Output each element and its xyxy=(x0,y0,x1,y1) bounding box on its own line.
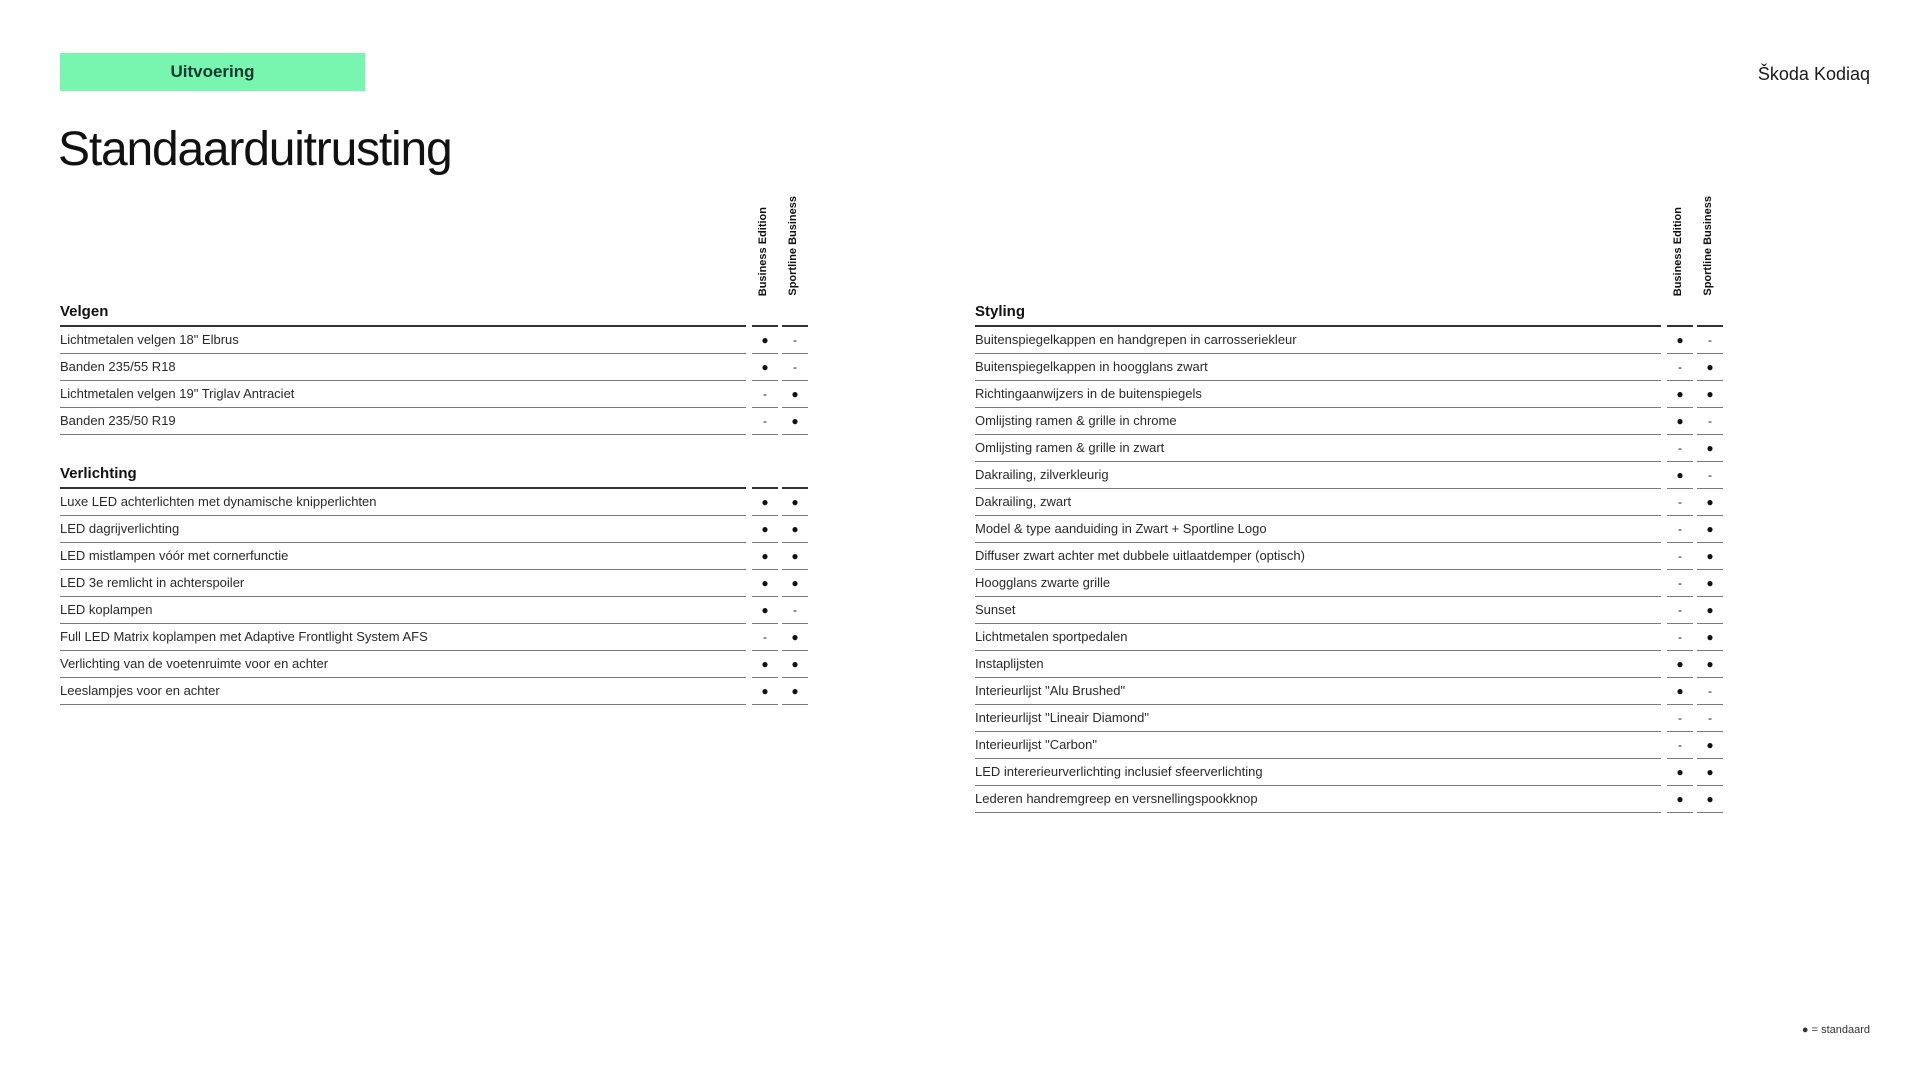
table-section xyxy=(60,300,812,435)
sportline-business-value: - xyxy=(782,354,808,381)
section-title: Verlichting xyxy=(60,461,746,489)
table-row xyxy=(975,408,1727,435)
section-column-rule xyxy=(1697,299,1723,327)
table-row xyxy=(975,327,1727,354)
sportline-business-value: ● xyxy=(1697,597,1723,624)
business-edition-value: ● xyxy=(752,327,778,354)
row-label: Omlijsting ramen & grille in chrome xyxy=(975,408,1661,435)
sportline-business-value: ● xyxy=(782,651,808,678)
business-edition-value: ● xyxy=(1667,651,1693,678)
business-edition-value: ● xyxy=(1667,786,1693,813)
business-edition-value: ● xyxy=(752,651,778,678)
row-label: Interieurlijst "Alu Brushed" xyxy=(975,678,1661,705)
table-row xyxy=(975,705,1727,732)
row-label: LED koplampen xyxy=(60,597,746,624)
column-header-sportline-business: Sportline Business xyxy=(1702,196,1714,296)
sportline-business-value: ● xyxy=(782,678,808,705)
row-label: Dakrailing, zilverkleurig xyxy=(975,462,1661,489)
row-label: Leeslampjes voor en achter xyxy=(60,678,746,705)
section-header xyxy=(975,300,1727,327)
table-section xyxy=(975,300,1727,813)
section-title: Styling xyxy=(975,299,1661,327)
row-label: Instaplijsten xyxy=(975,651,1661,678)
table-row xyxy=(60,624,812,651)
table-row xyxy=(975,489,1727,516)
sportline-business-value: - xyxy=(1697,408,1723,435)
table-row xyxy=(975,435,1727,462)
sportline-business-value: ● xyxy=(782,408,808,435)
table-row xyxy=(975,786,1727,813)
sportline-business-value: ● xyxy=(1697,786,1723,813)
business-edition-value: - xyxy=(1667,624,1693,651)
table-row xyxy=(975,354,1727,381)
table-row xyxy=(60,570,812,597)
sportline-business-value: - xyxy=(1697,705,1723,732)
section-title: Velgen xyxy=(60,299,746,327)
table-row xyxy=(60,354,812,381)
table-row xyxy=(60,651,812,678)
table-row xyxy=(60,381,812,408)
business-edition-value: ● xyxy=(752,543,778,570)
business-edition-value: - xyxy=(1667,516,1693,543)
table-row xyxy=(60,597,812,624)
sportline-business-value: ● xyxy=(782,570,808,597)
row-label: Lichtmetalen velgen 19" Triglav Antraciet xyxy=(60,381,746,408)
business-edition-value: - xyxy=(1667,489,1693,516)
row-label: Banden 235/50 R19 xyxy=(60,408,746,435)
sportline-business-value: ● xyxy=(1697,354,1723,381)
business-edition-value: - xyxy=(1667,705,1693,732)
section-column-rule xyxy=(752,299,778,327)
table-section xyxy=(60,462,812,705)
row-label: Verlichting van de voetenruimte voor en achter xyxy=(60,651,746,678)
table-row xyxy=(975,759,1727,786)
row-label: Omlijsting ramen & grille in zwart xyxy=(975,435,1661,462)
business-edition-value: ● xyxy=(1667,462,1693,489)
business-edition-value: ● xyxy=(752,678,778,705)
sportline-business-value: ● xyxy=(1697,435,1723,462)
sportline-business-value: - xyxy=(1697,678,1723,705)
table-row xyxy=(975,462,1727,489)
business-edition-value: ● xyxy=(1667,381,1693,408)
table-row xyxy=(60,543,812,570)
table-row xyxy=(975,624,1727,651)
business-edition-value: - xyxy=(1667,597,1693,624)
business-edition-value: - xyxy=(1667,354,1693,381)
legend: ● = standaard xyxy=(1801,1024,1870,1036)
table-row xyxy=(975,570,1727,597)
sportline-business-value: - xyxy=(1697,327,1723,354)
business-edition-value: ● xyxy=(1667,759,1693,786)
equipment-table-left xyxy=(60,190,812,732)
row-label: LED mistlampen vóór met cornerfunctie xyxy=(60,543,746,570)
row-label: Sunset xyxy=(975,597,1661,624)
sportline-business-value: ● xyxy=(1697,489,1723,516)
page-title: Standaarduitrusting xyxy=(58,123,452,176)
row-label: LED 3e remlicht in achterspoiler xyxy=(60,570,746,597)
sportline-business-value: ● xyxy=(1697,570,1723,597)
row-label: Luxe LED achterlichten met dynamische knipperlichten xyxy=(60,489,746,516)
sportline-business-value: ● xyxy=(782,381,808,408)
row-label: Dakrailing, zwart xyxy=(975,489,1661,516)
sportline-business-value: ● xyxy=(1697,543,1723,570)
business-edition-value: ● xyxy=(752,354,778,381)
sportline-business-value: ● xyxy=(1697,381,1723,408)
row-label: Buitenspiegelkappen in hoogglans zwart xyxy=(975,354,1661,381)
business-edition-value: - xyxy=(752,381,778,408)
table-row xyxy=(60,678,812,705)
table-row xyxy=(60,516,812,543)
business-edition-value: ● xyxy=(752,516,778,543)
sportline-business-value: ● xyxy=(1697,759,1723,786)
column-header-business-edition: Business Edition xyxy=(757,206,769,296)
section-header xyxy=(60,300,812,327)
section-column-rule xyxy=(752,461,778,489)
table-row xyxy=(60,489,812,516)
business-edition-value: ● xyxy=(752,489,778,516)
sportline-business-value: ● xyxy=(1697,651,1723,678)
business-edition-value: - xyxy=(1667,570,1693,597)
section-tag: Uitvoering xyxy=(60,53,365,91)
column-headers xyxy=(975,190,1727,300)
sportline-business-value: - xyxy=(782,597,808,624)
row-label: Lederen handremgreep en versnellingspookknop xyxy=(975,786,1661,813)
row-label: Full LED Matrix koplampen met Adaptive Frontlight System AFS xyxy=(60,624,746,651)
table-row xyxy=(60,327,812,354)
sportline-business-value: ● xyxy=(1697,732,1723,759)
column-header-business-edition: Business Edition xyxy=(1672,206,1684,296)
business-edition-value: - xyxy=(752,624,778,651)
section-column-rule xyxy=(782,299,808,327)
sportline-business-value: ● xyxy=(782,489,808,516)
business-edition-value: ● xyxy=(1667,408,1693,435)
row-label: Model & type aanduiding in Zwart + Sportline Logo xyxy=(975,516,1661,543)
business-edition-value: ● xyxy=(1667,678,1693,705)
table-row xyxy=(975,543,1727,570)
row-label: Interieurlijst "Lineair Diamond" xyxy=(975,705,1661,732)
sportline-business-value: - xyxy=(782,327,808,354)
table-row xyxy=(975,651,1727,678)
table-row xyxy=(975,732,1727,759)
row-label: Hoogglans zwarte grille xyxy=(975,570,1661,597)
row-label: Buitenspiegelkappen en handgrepen in carrosseriekleur xyxy=(975,327,1661,354)
business-edition-value: ● xyxy=(752,570,778,597)
row-label: Interieurlijst "Carbon" xyxy=(975,732,1661,759)
equipment-table-right xyxy=(975,190,1727,840)
business-edition-value: ● xyxy=(1667,327,1693,354)
section-column-rule xyxy=(1667,299,1693,327)
sportline-business-value: ● xyxy=(782,516,808,543)
column-headers xyxy=(60,190,812,300)
brand-name: Škoda Kodiaq xyxy=(1757,64,1870,84)
business-edition-value: - xyxy=(752,408,778,435)
row-label: LED dagrijverlichting xyxy=(60,516,746,543)
row-label: Richtingaanwijzers in de buitenspiegels xyxy=(975,381,1661,408)
table-row xyxy=(975,516,1727,543)
section-header xyxy=(60,462,812,489)
business-edition-value: - xyxy=(1667,543,1693,570)
row-label: Diffuser zwart achter met dubbele uitlaatdemper (optisch) xyxy=(975,543,1661,570)
sportline-business-value: ● xyxy=(782,624,808,651)
row-label: LED intererieurverlichting inclusief sfeerverlichting xyxy=(975,759,1661,786)
section-column-rule xyxy=(782,461,808,489)
row-label: Banden 235/55 R18 xyxy=(60,354,746,381)
row-label: Lichtmetalen velgen 18" Elbrus xyxy=(60,327,746,354)
business-edition-value: - xyxy=(1667,435,1693,462)
table-row xyxy=(60,408,812,435)
business-edition-value: ● xyxy=(752,597,778,624)
business-edition-value: - xyxy=(1667,732,1693,759)
sportline-business-value: - xyxy=(1697,462,1723,489)
table-row xyxy=(975,597,1727,624)
sportline-business-value: ● xyxy=(1697,516,1723,543)
table-row xyxy=(975,678,1727,705)
column-header-sportline-business: Sportline Business xyxy=(787,196,799,296)
sportline-business-value: ● xyxy=(1697,624,1723,651)
sportline-business-value: ● xyxy=(782,543,808,570)
table-row xyxy=(975,381,1727,408)
row-label: Lichtmetalen sportpedalen xyxy=(975,624,1661,651)
